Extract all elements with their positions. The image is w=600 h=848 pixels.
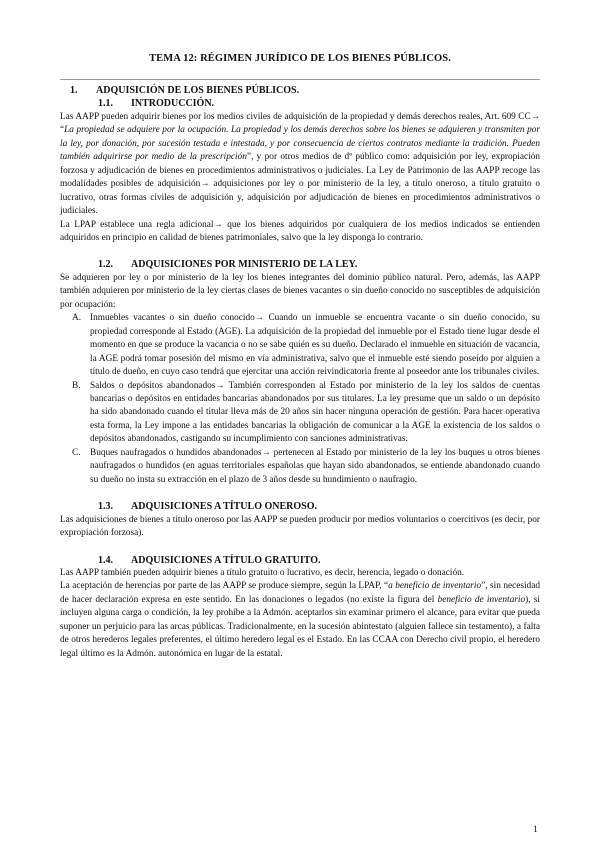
- subsection-heading-1-2: [60, 258, 540, 271]
- section-title: ADQUISICIÓN DE LOS BIENES PÚBLICOS.: [96, 85, 300, 96]
- title-divider: [60, 79, 540, 80]
- text-run: ), si incluyen alguna carga o condición, la ley prohíbe a la Admón. aceptarlos sin examinar primero el alcance, para evitar que pueda suponer un perjuicio para las arcas públicas. Tradicionalmente, en la sucesión abintestato (alguien fallece sin testamento), a falta de otros herederos legales preferentes, el último heredero legal es el Estado. En las CCAA con Derecho civil propio, el heredero legal último es la Admón. autonómica en lugar de la estatal.: [60, 594, 540, 659]
- subsection-title: ADQUISICIONES A TÍTULO GRATUITO.: [131, 554, 321, 566]
- list-item-label: A.: [72, 313, 82, 324]
- paragraph-onerous: Las adquisiciones de bienes a título oneroso por las AAPP se pueden producir por medios voluntarios o coercitivos (es decir, por expropiación forzosa).: [60, 514, 540, 539]
- subsection-heading-1-4: [60, 554, 540, 567]
- subsection-title: ADQUISICIONES POR MINISTERIO DE LA LEY.: [131, 259, 358, 271]
- subsection-number: 1.2.: [98, 259, 113, 271]
- text-run: ”, sin necesidad de hacer declaración expresa en este sentido. En las donaciones o legados (no existe la figura del: [60, 581, 540, 605]
- list-item-c: [60, 447, 540, 487]
- italic-term: a beneficio de inventario: [388, 581, 482, 592]
- subsection-title: INTRODUCCIÓN.: [131, 98, 215, 110]
- list-item-text: Saldos o depósitos abandonados→ También corresponden al Estado por ministerio de la ley los saldos de cuentas bancarias o depósitos en entidades bancarias abandonados por sus titulares. La ley presume que un saldo o un depósito ha sido abandonado cuando el titular lleva más de 20 años sin hacer ninguna operación de gestión. Para hacer operativa esta forma, la Ley impone a las entidades bancarias la obligación de comunicar a la AGE la existencia de los saldos o depósitos abandonados, castigando su incumplimiento con sanciones administrativas.: [90, 380, 540, 445]
- list-item-a: [60, 312, 540, 379]
- section-heading-1: [60, 84, 540, 97]
- paragraph-additional-rule: La LPAP establece una regla adicional→ que los bienes adquiridos por cualquiera de los medios indicados se entienden adquiridos en principio en calidad de bienes patrimoniales, salvo que la ley disponga lo contrario.: [60, 219, 540, 243]
- quoted-article-text: La propiedad se adquiere por la ocupación. La propiedad y los demás derechos sobre los bienes se adquieren y transmiten por la ley, por donación, por sucesión testada e intestada, y por consecuencia de ciertos contratos mediante la tradición. Pueden también adquirirse por medio de la prescripción: [60, 125, 540, 163]
- list-item-label: C.: [72, 447, 81, 458]
- list-item-text: Buques naufragados o hundidos abandonados→ pertenecen al Estado por ministerio de la ley los buques u otros bienes naufragados o hundidos (en aguas territoriales españolas que hayan sido abandonados, se entiende abandonado cuando su dueño no insta su extracción en el plazo de 3 años desde su hundimiento o naufragio.: [90, 447, 540, 485]
- page-title: TEMA 12: RÉGIMEN JURÍDICO DE LOS BIENES PÚBLICOS.: [149, 53, 451, 64]
- paragraph-gratuitous: Las AAPP también pueden adquirir bienes a título gratuito o lucrativo, es decir, herencia, legado o donación.: [60, 567, 465, 578]
- subsection-heading-1-1: [60, 97, 540, 110]
- list-item-text: Inmuebles vacantes o sin dueño conocido→ Cuando un inmueble se encuentra vacante o sin dueño conocido, su propiedad corresponde al Estado (AGE). La adquisición de la propiedad del inmueble por el Estado tiene lugar desde el momento en que se produce la vacancia o no se sabe quién es su dueño. Declarado el inmueble en situación de vacancia, la AGE podrá tomar posesión del mismo en vía administrativa, salvo que el inmueble esté siendo poseído por alguien a título de dueño, en cuyo caso tendrá que ejercitar una acción reivindicatoria frente al poseedor ante los tribunales civiles.: [90, 313, 540, 378]
- page-number: 1: [533, 825, 538, 835]
- subsection-heading-1-3: [60, 500, 540, 513]
- paragraph-intro: [60, 111, 540, 219]
- subsection-title: ADQUISICIONES A TÍTULO ONEROSO.: [131, 501, 317, 513]
- paragraph-ministry-law: Se adquieren por ley o por ministerio de la ley los bienes integrantes del dominio público natural. Pero, además, las AAPP también adquieren por ministerio de la ley ciertas clases de bienes vacantes o sin dueño conocido no susceptibles de adquisición por ocupación:: [60, 272, 540, 310]
- subsection-number: 1.4.: [98, 554, 113, 566]
- text-run: ”, y por otros medios de dº público como: adquisición por ley, expropiación forzosa y adjudicación de bienes en procedimientos administrativos o judiciales. La Ley de Patrimonio de las AAPP recoge las modalidades posibles de adquisición→ adquisiciones por ley o por ministerio de la ley, a título oneroso, a título gratuito o lucrativo, otras formas civiles de adquisición y, adquisición por adjudicación de bienes en procedimientos administrativos o judiciales.: [60, 152, 540, 217]
- list-item-label: B.: [72, 380, 81, 391]
- text-run: La aceptación de herencias por parte de las AAPP se produce siempre, según la LPAP, “: [60, 581, 389, 592]
- italic-term: beneficio de inventario: [437, 594, 526, 605]
- text-run: Las AAPP pueden adquirir bienes por los medios civiles de adquisición de la propiedad y demás derechos reales, Art. 609 CC→ “: [60, 111, 540, 136]
- document-body: [60, 84, 540, 661]
- subsection-number: 1.3.: [98, 501, 113, 513]
- subsection-number: 1.1.: [98, 98, 113, 110]
- paragraph-inheritance: [60, 580, 540, 661]
- section-number: 1.: [70, 85, 78, 96]
- list-item-b: [60, 380, 540, 447]
